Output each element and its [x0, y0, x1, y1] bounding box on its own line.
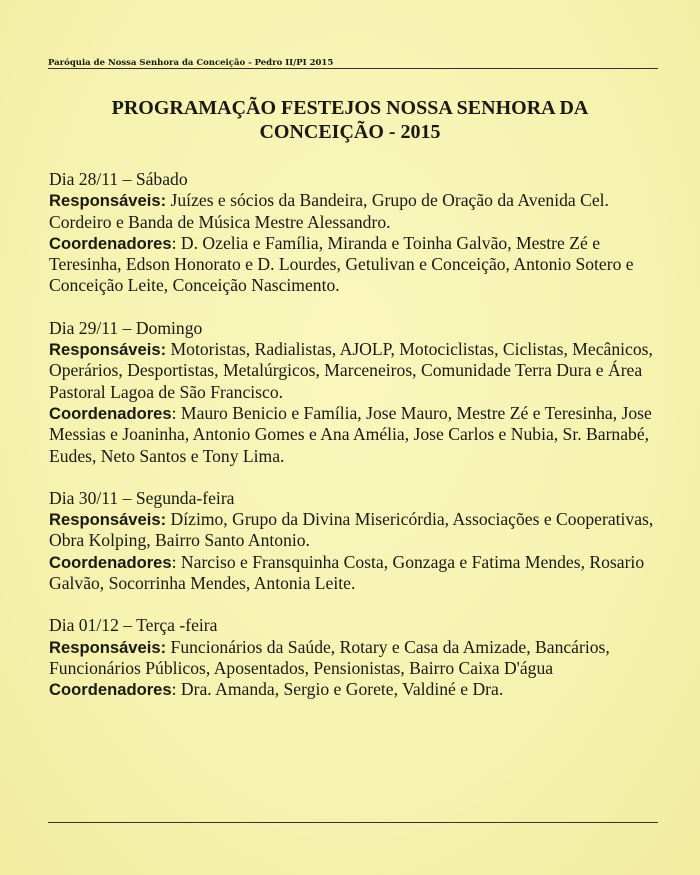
day-title: Dia 01/12 – Terça -feira	[49, 615, 218, 636]
coordenadores-paragraph	[49, 552, 661, 595]
responsaveis-text: Motoristas, Radialistas, AJOLP, Motociclistas, Ciclistas, Mecânicos, Operários, Desportistas, Metalúrgicos, Marceneiros, Comunidade Terra Dura e Área Pastoral Lagoa de São Francisco.	[49, 339, 653, 402]
responsaveis-label: Responsáveis:	[49, 191, 167, 211]
responsaveis-label: Responsáveis:	[49, 637, 167, 657]
parish-header: Paróquia de Nossa Senhora da Conceição - Pedro II/PI 2015	[48, 58, 334, 68]
coordenadores-paragraph	[49, 233, 661, 297]
schedule-content	[49, 169, 661, 701]
coordenadores-label: Coordenadores	[49, 552, 172, 572]
responsaveis-paragraph	[49, 637, 661, 680]
coordenadores-text: : Narciso e Fransquinha Costa, Gonzaga e Fatima Mendes, Rosario Galvão, Socorrinha Mendes, Antonia Leite.	[49, 551, 645, 594]
responsaveis-paragraph	[49, 509, 661, 552]
coordenadores-paragraph	[49, 403, 661, 467]
day-section-28-11	[49, 169, 661, 297]
day-title: Dia 28/11 – Sábado	[49, 169, 188, 189]
responsaveis-text: Juízes e sócios da Bandeira, Grupo de Oração da Avenida Cel. Cordeiro e Banda de Música Mestre Alessandro.	[49, 190, 609, 232]
footer-rule	[48, 822, 658, 823]
coordenadores-label: Coordenadores	[49, 403, 172, 423]
title-line-2: CONCEIÇÃO - 2015	[259, 121, 441, 143]
coordenadores-text: : Mauro Benicio e Família, Jose Mauro, Mestre Zé e Teresinha, Jose Messias e Joaninha, Antonio Gomes e Ana Amélia, Jose Carlos e Nubia, Sr. Barnabé, Eudes, Neto Santos e Tony Lima.	[49, 402, 652, 466]
title-line-1: PROGRAMAÇÃO FESTEJOS NOSSA SENHORA DA	[111, 97, 589, 119]
coordenadores-paragraph	[49, 679, 661, 700]
responsaveis-paragraph	[49, 339, 661, 403]
coordenadores-text: : D. Ozelia e Família, Miranda e Toinha Galvão, Mestre Zé e Teresinha, Edson Honorato e D. Lourdes, Getulivan e Conceição, Antonio Sotero e Conceição Leite, Conceição Nascimento.	[49, 232, 634, 296]
coordenadores-label: Coordenadores	[49, 680, 172, 700]
header-rule	[48, 68, 658, 69]
responsaveis-label: Responsáveis:	[49, 510, 167, 530]
day-title: Dia 30/11 – Segunda-feira	[49, 487, 235, 508]
coordenadores-text: : Dra. Amanda, Sergio e Gorete, Valdiné e Dra.	[171, 679, 504, 700]
responsaveis-text: Funcionários da Saúde, Rotary e Casa da Amizade, Bancários, Funcionários Públicos, Aposentados, Pensionistas, Bairro Caixa D'água	[49, 636, 610, 678]
day-section-29-11	[49, 318, 661, 467]
day-title: Dia 29/11 – Domingo	[49, 317, 203, 338]
responsaveis-label: Responsáveis:	[49, 340, 167, 360]
responsaveis-text: Dízimo, Grupo da Divina Misericórdia, Associações e Cooperativas, Obra Kolping, Bairro Santo Antonio.	[49, 509, 654, 551]
responsaveis-paragraph	[49, 190, 661, 233]
document-title	[0, 96, 700, 144]
day-section-30-11	[49, 488, 661, 594]
coordenadores-label: Coordenadores	[49, 233, 172, 253]
day-section-01-12	[49, 615, 661, 700]
